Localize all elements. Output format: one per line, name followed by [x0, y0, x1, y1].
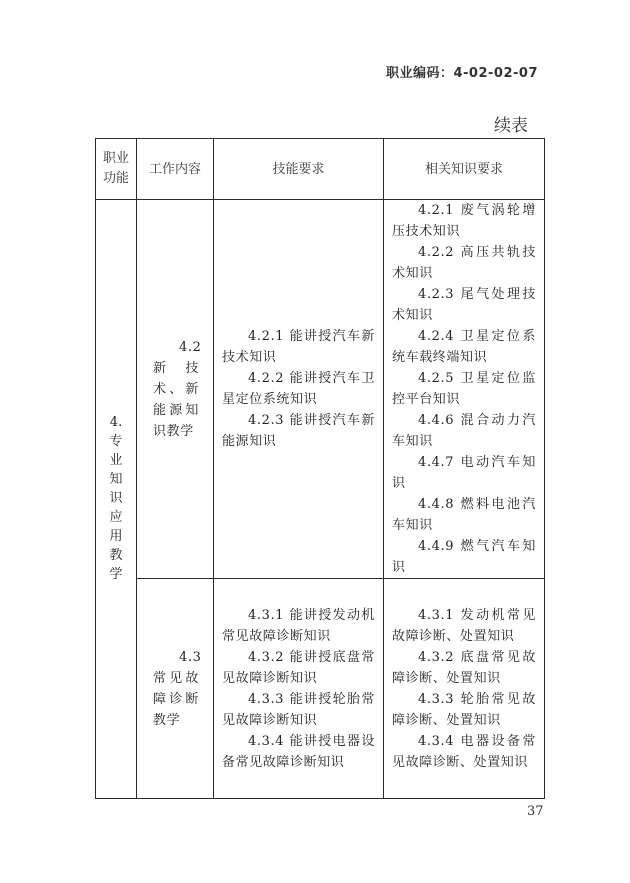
- continued-label: 续表: [494, 116, 528, 136]
- function-cell: [96, 200, 137, 799]
- table-row: [96, 200, 545, 579]
- work-content-text: 4.3 常见故障诊断教学: [153, 649, 202, 728]
- skills-cell: [214, 200, 384, 579]
- knowledge-item: 4.2.1 废气涡轮增压技术知识: [392, 203, 536, 239]
- knowledge-item: 4.2.4 卫星定位系统车载终端知识: [392, 329, 536, 365]
- skill-item: 4.3.2 能讲授底盘常见故障诊断知识: [222, 649, 375, 686]
- page-number: 37: [527, 804, 544, 819]
- knowledge-item: 4.2.5 卫星定位监控平台知识: [392, 371, 536, 407]
- header-knowledge-requirements: 相关知识要求: [384, 139, 545, 200]
- knowledge-item: 4.4.6 混合动力汽车知识: [392, 413, 536, 449]
- skill-item: 4.2.1 能讲授汽车新技术知识: [222, 329, 375, 365]
- knowledge-item: 4.4.7 电动汽车知识: [392, 455, 536, 491]
- knowledge-item: 4.3.4 电器设备常见故障诊断、处置知识: [392, 733, 536, 770]
- skill-item: 4.3.4 能讲授电器设备常见故障诊断知识: [222, 733, 375, 770]
- skill-item: 4.3.3 能讲授轮胎常见故障诊断知识: [222, 691, 375, 728]
- occupation-code: 职业编码：4-02-02-07: [385, 66, 538, 81]
- knowledge-item: 4.3.1 发动机常见故障诊断、处置知识: [392, 607, 536, 644]
- work-content-cell: [137, 579, 214, 799]
- skill-item: 4.2.2 能讲授汽车卫星定位系统知识: [222, 371, 375, 407]
- header-function: 职业功能: [96, 139, 137, 200]
- requirements-table: [95, 138, 545, 799]
- knowledge-item: 4.3.2 底盘常见故障诊断、处置知识: [392, 649, 536, 686]
- knowledge-item: 4.2.3 尾气处理技术知识: [392, 287, 536, 323]
- header-skill-requirements: 技能要求: [214, 139, 384, 200]
- table-header-row: [96, 139, 545, 200]
- skills-cell: [214, 579, 384, 799]
- skill-item: 4.2.3 能讲授汽车新能源知识: [222, 413, 375, 449]
- knowledge-item: 4.4.8 燃料电池汽车知识: [392, 497, 536, 533]
- work-content-text: 4.2 新技术、新能源知识教学: [153, 339, 202, 439]
- knowledge-item: 4.4.9 燃气汽车知识: [392, 539, 536, 575]
- knowledge-cell: [384, 579, 545, 799]
- header-work-content: 工作内容: [137, 139, 214, 200]
- function-text: 4. 专业知识应用教学: [109, 415, 123, 582]
- knowledge-item: 4.3.3 轮胎常见故障诊断、处置知识: [392, 691, 536, 728]
- knowledge-cell: [384, 200, 545, 579]
- table-row: [96, 579, 545, 799]
- knowledge-item: 4.2.2 高压共轨技术知识: [392, 245, 536, 281]
- skill-item: 4.3.1 能讲授发动机常见故障诊断知识: [222, 607, 375, 644]
- work-content-cell: [137, 200, 214, 579]
